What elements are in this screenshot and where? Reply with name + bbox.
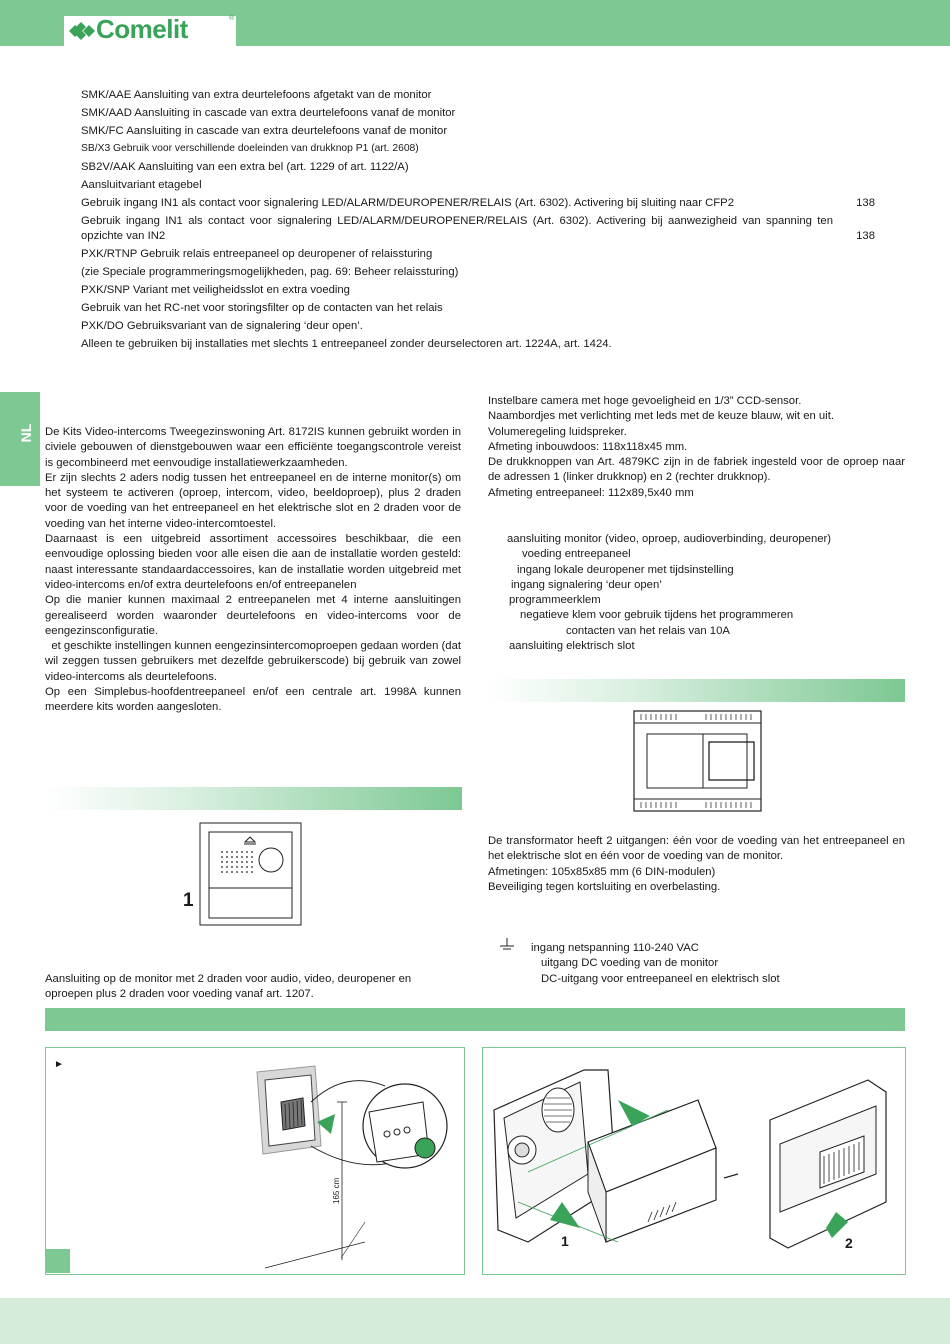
contents-item-note: (zie Speciale programmeringsmogelijkheden, pag. 69: Beheer relaissturing) xyxy=(81,265,459,278)
contents-item: Aansluitvariant etagebel xyxy=(81,179,202,191)
step-number: 2 xyxy=(845,1235,853,1251)
terminal-item: ingang signalering ‘deur open’ xyxy=(511,578,662,591)
step-number: 1 xyxy=(561,1233,569,1249)
height-label: 165 cm xyxy=(332,1177,341,1204)
contents-item-text: Gebruik ingang IN1 als contact voor signalering LED/ALARM/DEUROPENER/RELAIS (Art. 6302). Activering bij sluiting naar CFP2 xyxy=(81,197,734,209)
spec-line: De drukknoppen van Art. 4879KC zijn in de fabriek ingesteld voor de oproep naar de adressen 1 (linker drukknop) en 2 (rechter drukknop). xyxy=(488,456,905,484)
contents-item-text: PXK/DO Gebruiksvariant van de signalering ‘deur open’. xyxy=(81,319,363,332)
contents-page-number: 138 xyxy=(856,197,875,209)
terminal-item: ingang netspanning 110-240 VAC xyxy=(531,942,699,954)
intro-paragraph: De Kits Video-intercoms Tweegezinswoning Art. 8172IS kunnen gebruikt worden in civiele gebouwen of dienstgebouwen waar een efficiënte toegangscontrole vereist is gecombineerd met eenvoudige installatiewerkzaamheden. xyxy=(45,426,461,469)
intro-paragraph: Op een Simplebus-hoofdentreepaneel en/of een centrale art. 1998A kunnen meerdere kits worden aangesloten. xyxy=(45,686,461,714)
intro-paragraph: Op die manier kunnen maximaal 2 entreepanelen met 4 interne aansluitingen gerealiseerd worden waaronder deurtelefoons en video-intercoms voor de eengezinsconfiguratie. xyxy=(45,594,461,637)
section-header-bar xyxy=(45,787,462,810)
contents-item xyxy=(81,247,881,280)
contents-item-text: Gebruik ingang IN1 als contact voor signalering LED/ALARM/DEUROPENER/RELAIS (Art. 6302). Activering bij aanwezigheid van spanning ten opzichte van IN2 xyxy=(81,215,833,242)
panel-specs xyxy=(488,394,905,501)
figure-number: 1 xyxy=(183,890,194,911)
spec-line: Afmeting entreepaneel: 112x89,5x40 mm xyxy=(488,486,694,499)
terminal-item: programmeerklem xyxy=(509,594,601,607)
section-header-bar xyxy=(45,1008,905,1031)
transformer-drawing xyxy=(633,710,763,812)
contents-list xyxy=(81,88,881,355)
terminal-item: voeding entreepaneel xyxy=(522,548,631,561)
contents-item: SB/X3 Gebruik voor verschillende doeleinden van drukknop P1 (art. 2608) xyxy=(81,143,419,154)
contents-item xyxy=(81,196,881,211)
monitor-drawing xyxy=(198,822,304,926)
spec-line: Naambordjes met verlichting met leds met de keuze blauw, wit en uit. xyxy=(488,410,834,423)
transformer-terminals xyxy=(531,941,891,987)
contents-item-text: PXK/RTNP Gebruik relais entreepaneel op deuropener of relaissturing xyxy=(81,247,433,260)
terminal-item: DC-uitgang voor entreepaneel en elektrisch slot xyxy=(541,972,780,985)
section-header-bar xyxy=(488,679,905,702)
transformer-paragraph: De transformator heeft 2 uitgangen: één voor de voeding van het entreepaneel en het elektrische slot en één voor de voeding van de monitor. xyxy=(488,835,905,863)
contents-page-number: 138 xyxy=(856,229,875,242)
spec-line: Instelbare camera met hoge gevoeligheid en 1/3” CCD-sensor. xyxy=(488,395,802,407)
bullet-icon: ► xyxy=(54,1059,64,1070)
language-tab-label: NL xyxy=(18,423,34,443)
contents-item: SMK/AAD Aansluiting in cascade van extra deurtelefoons vanaf de monitor xyxy=(81,107,456,119)
transformer-paragraph: Afmetingen: 105x85x85 mm (6 DIN-modulen) xyxy=(488,865,716,878)
ground-icon xyxy=(498,938,516,954)
transformer-text xyxy=(488,834,905,895)
contents-item xyxy=(81,319,881,352)
intro-paragraph: Er zijn slechts 2 aders nodig tussen het entreepaneel en de interne monitor(s) om het systeem te activeren (oproep, intercom, video, beeldoproep), plus 2 draden voor de voeding van het entreepaneel en het elektrische slot en 2 draden voor de voeding van het interne video-intercomtoestel. xyxy=(45,471,461,530)
intro-paragraph: Daarnaast is een uitgebreid assortiment accessoires beschikbaar, die een eenvoudige oplossing bieden voor alle eisen die aan de installatie worden gesteld: naast interessante standaardaccessoires, kan de installatie worden uitgebreid met video-intercoms en/of extra deurtelefoons en/of entreepanelen xyxy=(45,533,461,591)
contents-item xyxy=(81,214,881,243)
contents-item: SMK/FC Aansluiting in cascade van extra deurtelefoons vanaf de monitor xyxy=(81,125,448,137)
terminal-item: negatieve klem voor gebruik tijdens het programmeren xyxy=(520,609,794,622)
transformer-paragraph: Beveiliging tegen kortsluiting en overbelasting. xyxy=(488,880,721,893)
contents-item-note: Alleen te gebruiken bij installaties met slechts 1 entreepaneel zonder deurselectoren art. 1224A, art. 1424. xyxy=(81,337,612,350)
contents-item: PXK/SNP Variant met veiligheidsslot en extra voeding xyxy=(81,283,350,296)
spec-line: Volumeregeling luidspreker. xyxy=(488,425,627,438)
terminal-item: aansluiting monitor (video, oproep, audioverbinding, deuropener) xyxy=(507,533,832,545)
terminal-item: ingang lokale deuropener met tijdsinstelling xyxy=(517,563,734,576)
monitor-caption: Aansluiting op de monitor met 2 draden voor audio, video, deuropener en oproepen plus 2 draden voor voeding vanaf art. 1207. xyxy=(45,973,412,1001)
terminal-item: contacten van het relais van 10A xyxy=(566,624,730,637)
footer-bar xyxy=(0,1298,950,1344)
registered-mark: ® xyxy=(229,15,235,22)
terminal-item: uitgang DC voeding van de monitor xyxy=(541,957,719,970)
intro-paragraph: et geschikte instellingen kunnen eengezinsintercomoproepen gedaan worden (dat wil zeggen tussen gebruikers met dezelfde gebruikerscode) bij gebruik van zowel video-intercoms als deurtelefoons. xyxy=(45,640,465,683)
contents-item: SMK/AAE Aansluiting van extra deurtelefoons afgetakt van de monitor xyxy=(81,89,432,101)
comelit-logo-icon xyxy=(69,21,95,41)
contents-item: Gebruik van het RC-net voor storingsfilter op de contacten van het relais xyxy=(81,301,443,314)
brand-logo: Comelit xyxy=(96,14,188,44)
panel-assembly-drawing xyxy=(488,1052,900,1270)
contents-item: SB2V/AAK Aansluiting van een extra bel (art. 1229 of art. 1122/A) xyxy=(81,161,409,173)
spec-line: Afmeting inbouwdoos: 118x118x45 mm. xyxy=(488,440,688,453)
intro-text xyxy=(45,425,465,716)
terminal-legend xyxy=(507,532,907,654)
terminal-item: aansluiting elektrisch slot xyxy=(509,640,635,653)
corner-marker xyxy=(46,1249,70,1273)
wall-mounting-drawing xyxy=(245,1062,460,1272)
